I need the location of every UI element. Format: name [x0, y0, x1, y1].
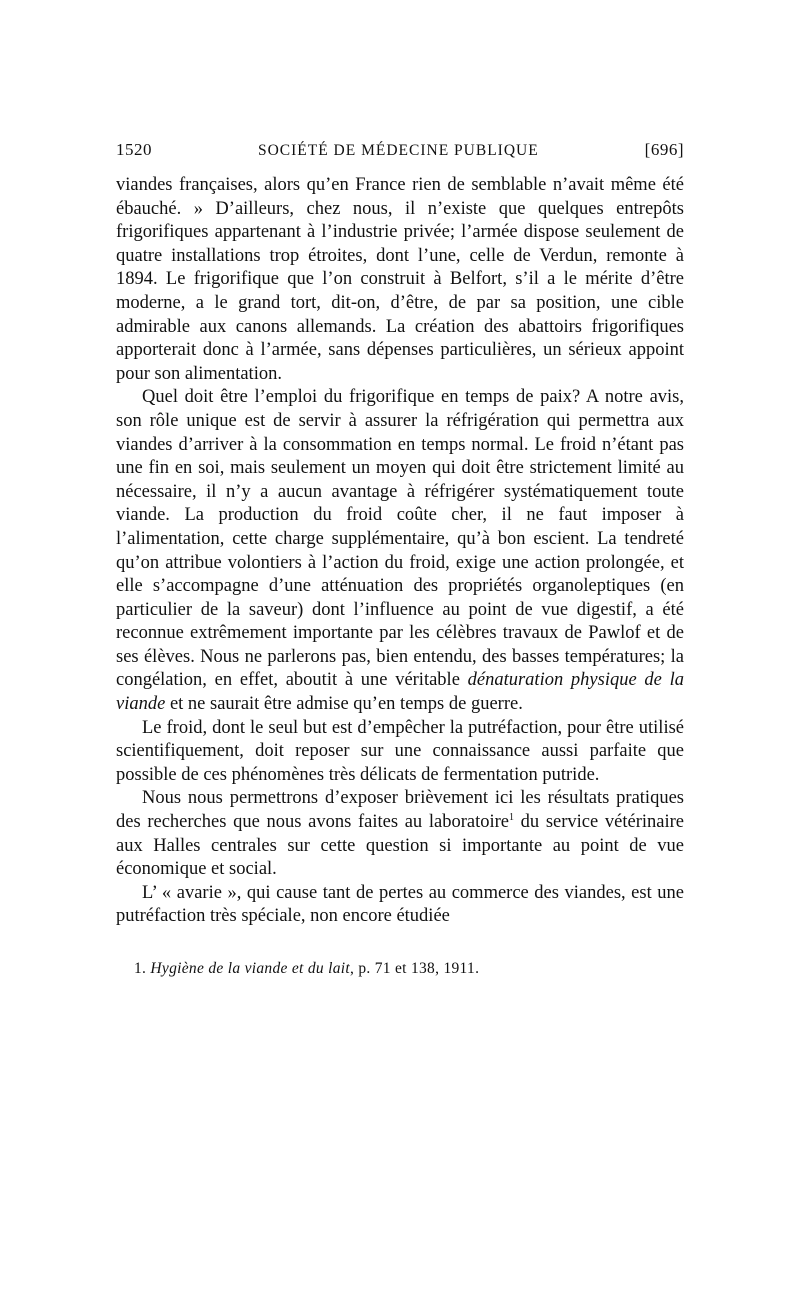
paragraph — [116, 717, 684, 788]
journal-title: SOCIÉTÉ DE MÉDECINE PUBLIQUE — [257, 142, 539, 159]
footnote-citation: , p. 71 et 138, 1911. — [349, 960, 480, 977]
text-run: Quel doit être l’emploi du frigorifique en temps de paix? A notre avis, son rôle unique est de servir à assurer la réfrigération qui permettra aux viandes d’arriver à la consommation en temps normal. Le froid n’étant pas une fin en soi, mais seulement un moyen qui doit être strictement limité au nécessaire, il n’y a aucun avantage à réfrigérer systématiquement toute viande. La production du froid coûte cher, il ne faut imposer à l’alimentation, cette charge supplémentaire, qu’à bon escient. La tendreté qu’on attribue volontiers à l’action du froid, exige une action prolongée, et elle s’accompagne d’une atténuation des propriétés organoleptiques (en particulier de la saveur) dont l’influence au point de vue digestif, a été reconnue extrêmement importante par les célèbres travaux de Pawlof et de ses élèves. Nous ne parlerons pas, bien entendu, des basses températures; la congélation, en effet, aboutit à une véritable — [116, 387, 684, 691]
footnote-spacer — [116, 929, 684, 959]
text-run: du service vétérinaire aux Halles centrales sur cette question si importante au point de vue économique et social. — [116, 812, 684, 880]
page-number: 1520 — [116, 140, 152, 159]
footnote — [116, 959, 684, 979]
paragraph — [116, 882, 684, 929]
bracket-page-number: [696] — [644, 140, 684, 159]
running-head — [116, 140, 684, 160]
footnote-cited-title: Hygiène de la viande et du lait — [150, 960, 350, 977]
text-run: L’ « avarie », qui cause tant de pertes au commerce des viandes, est une putréfaction très spéciale, non encore étudiée — [116, 882, 684, 927]
italic-phrase: dénaturation physique de la viande — [116, 670, 684, 715]
text-run: et ne saurait être admise qu’en temps de guerre. — [165, 694, 523, 715]
document-page — [116, 140, 684, 979]
text-run: Nous nous permettrons d’exposer brièvement ici les résultats pratiques des recherches que nous avons faites au laboratoire — [116, 788, 684, 833]
footnote-reference: 1 — [508, 811, 514, 823]
text-run: viandes françaises, alors qu’en France rien de semblable n’avait même été ébauché. » D’ailleurs, chez nous, il n’existe que quelques entrepôts frigorifiques appartenant à l’industrie privée; l’armée dispose seulement de quatre installations trop étroites, dont l’une, celle de Verdun, remonte à 1894. Le frigorifique que l’on construit à Belfort, s’il a le mérite d’être moderne, a le grand tort, dit-on, d’être, de par sa position, une cible admirable aux canons allemands. La création des abattoirs frigorifiques apporterait donc à l’armée, sans dépenses particulières, un sérieux appoint pour son alimentation. — [116, 175, 684, 384]
paragraph — [116, 174, 684, 386]
paragraph — [116, 386, 684, 716]
footnote-marker: 1. — [134, 960, 147, 977]
body-text — [116, 174, 684, 929]
text-run: Le froid, dont le seul but est d’empêcher la putréfaction, pour être utilisé scientifiquement, doit reposer sur une connaissance aussi parfaite que possible de ces phénomènes très délicats de fermentation putride. — [116, 717, 684, 785]
paragraph — [116, 787, 684, 881]
